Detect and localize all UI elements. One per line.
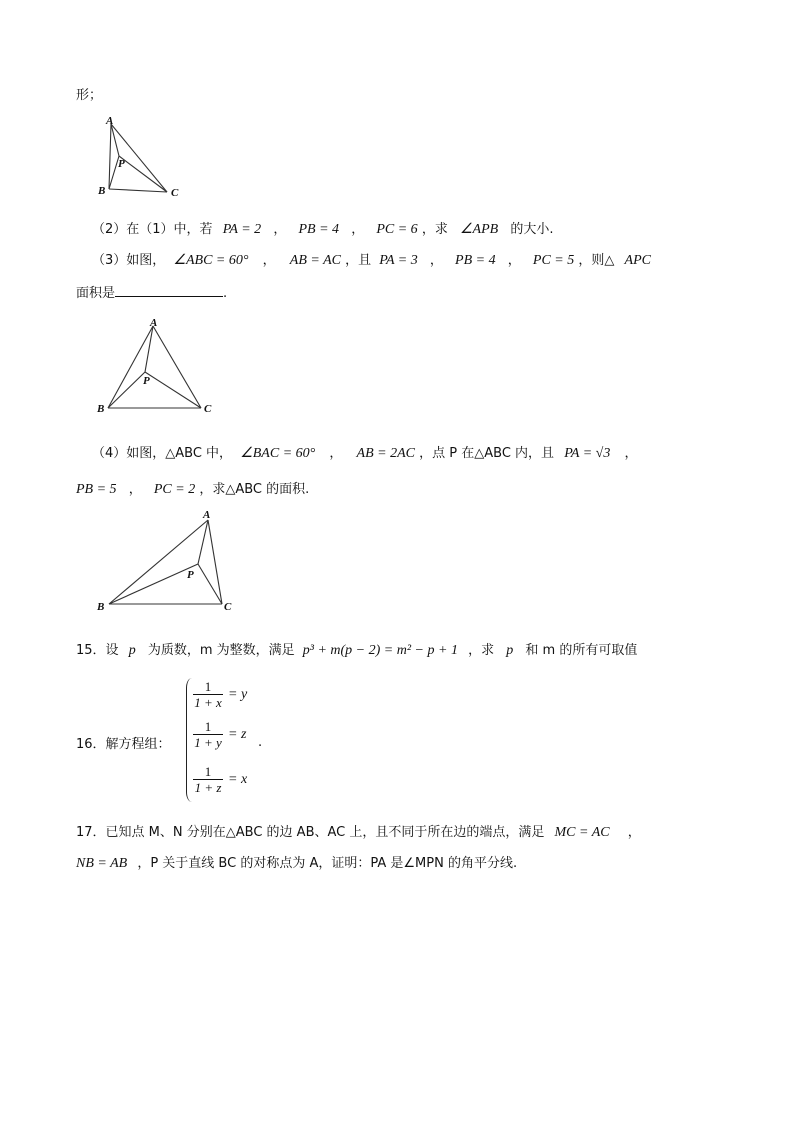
q3-end: . xyxy=(223,286,228,301)
q16-end: . xyxy=(258,735,263,750)
fig1-label-b: B xyxy=(98,185,106,197)
q2-pc: PC = 6 xyxy=(376,222,418,237)
fig2-edge-ac xyxy=(153,326,201,408)
q4-mid: ，点 P 在△ABC 内，且 xyxy=(419,446,555,461)
fig2-label-b: B xyxy=(97,403,105,415)
q4-pa: PA = √3 xyxy=(564,446,611,461)
q16-eq-3-rhs: = x xyxy=(228,772,248,787)
fig2-label-a: A xyxy=(150,317,158,329)
q4-prefix: （4）如图，△ABC 中， xyxy=(92,446,233,461)
q16-eq-1 xyxy=(193,679,223,710)
fig1-label-a: A xyxy=(106,115,114,127)
question-3: （3）如图， ∠ABC = 60° ， AB = AC ，且 PA = 3 ， PB = 4 ， PC = 5 ，则△ APC xyxy=(92,253,651,268)
q3-pb: PB = 4 xyxy=(455,253,496,268)
fig2-seg-pc xyxy=(145,372,201,408)
q15-eq: p³ + m(p − 2) = m² − p + 1 xyxy=(302,643,458,658)
fig3-label-c: C xyxy=(224,601,232,613)
q4-ask: ，求△ABC 的面积. xyxy=(199,482,310,497)
fig3-label-b: B xyxy=(97,601,105,613)
fig1-edge-ab xyxy=(109,124,111,189)
q16-eq-1-rhs: = y xyxy=(228,687,248,702)
q16-eq-1-den: 1 + x xyxy=(194,695,222,710)
q4-line2: PB = 5 ， PC = 2 ，求△ABC 的面积. xyxy=(76,482,310,497)
fig3-label-a: A xyxy=(203,509,211,521)
q17-line2-text: ，P 关于直线 BC 的对称点为 A，证明：PA 是∠MPN 的角平分线. xyxy=(137,856,518,871)
q15-t3: 和 m 的所有可取值 xyxy=(525,643,638,658)
equation-brace xyxy=(186,678,193,802)
text-line-top: 形； xyxy=(76,88,103,103)
q2-suffix: 的大小. xyxy=(510,222,554,237)
q3-area-label: 面积是 xyxy=(76,286,116,301)
fig1-edge-bc xyxy=(109,189,167,192)
question-2: （2）在（1）中，若 PA = 2 ， PB = 4 ， PC = 6 ，求 ∠APB 的大小. xyxy=(92,222,554,237)
question-4: （4）如图，△ABC 中， ∠BAC = 60° ， AB = 2AC ，点 P 在△ABC 内，且 PA = √3 ， xyxy=(92,446,638,461)
q17-nb: NB = AB xyxy=(76,856,128,871)
q16-eq-2-den: 1 + y xyxy=(194,735,222,750)
q2-angle: ∠APB xyxy=(459,222,499,237)
question-15 xyxy=(76,639,637,659)
q16-eq-3-num: 1 xyxy=(204,764,212,779)
figure-3 xyxy=(94,508,244,616)
answer-blank[interactable] xyxy=(115,284,223,297)
q3-tri: APC xyxy=(624,253,651,268)
fig2-label-c: C xyxy=(204,403,212,415)
q2-pb: PB = 4 xyxy=(298,222,340,237)
q16-eq-3-den: 1 + z xyxy=(194,780,222,795)
fig3-label-p: P xyxy=(187,569,194,581)
figure-1 xyxy=(95,114,185,200)
fig1-seg-pc xyxy=(119,156,167,192)
q3-pa: PA = 3 xyxy=(379,253,418,268)
fig2-label-p: P xyxy=(143,375,150,387)
q3-and: ，且 xyxy=(345,253,372,268)
q16-eq-2-num: 1 xyxy=(204,719,212,734)
figure-2 xyxy=(94,314,224,420)
q17-line2 xyxy=(76,852,517,872)
question-17: 17．已知点 M、N 分别在△ABC 的边 AB、AC 上，且不同于所在边的端点，满足 MC = AC ， xyxy=(76,825,641,840)
fig1-label-c: C xyxy=(171,187,179,199)
q4-pb: PB = 5 xyxy=(76,482,117,497)
q16-eq-1-num: 1 xyxy=(204,679,212,694)
q16-eq-2-rhs: = z xyxy=(228,727,247,742)
q16-label: 16．解方程组： xyxy=(76,737,171,752)
fig2-seg-pb xyxy=(108,372,145,408)
q16-eq-2 xyxy=(193,719,223,750)
q4-eq: AB = 2AC xyxy=(356,446,415,461)
q2-pa: PA = 2 xyxy=(222,222,262,237)
q15-p: p xyxy=(128,643,136,658)
q4-pc: PC = 2 xyxy=(153,482,196,497)
q15-t2: ，求 xyxy=(468,643,495,658)
fig3-seg-pb xyxy=(109,564,198,604)
q3-prefix: （3）如图， xyxy=(92,253,166,268)
q2-ask: ，求 xyxy=(421,222,448,237)
q3-angle: ∠ABC = 60° xyxy=(173,253,249,268)
q4-angle: ∠BAC = 60° xyxy=(240,446,316,461)
q3-pc: PC = 5 xyxy=(532,253,575,268)
q16-eq-3 xyxy=(193,764,223,795)
q3-then: ，则△ xyxy=(578,253,615,268)
q17-line1: 17．已知点 M、N 分别在△ABC 的边 AB、AC 上，且不同于所在边的端点，满足 xyxy=(76,825,545,840)
fig3-edge-ab xyxy=(109,520,208,604)
q15-t1: 为质数，m 为整数，满足 xyxy=(147,643,295,658)
q3-line2 xyxy=(76,282,227,301)
q15-num: 15．设 xyxy=(76,643,119,658)
q2-prefix: （2）在（1）中，若 xyxy=(92,222,213,237)
q15-p2: p xyxy=(506,643,514,658)
fig1-label-p: P xyxy=(118,158,125,170)
q17-mc: MC = AC xyxy=(554,825,610,840)
q3-eq: AB = AC xyxy=(289,253,341,268)
